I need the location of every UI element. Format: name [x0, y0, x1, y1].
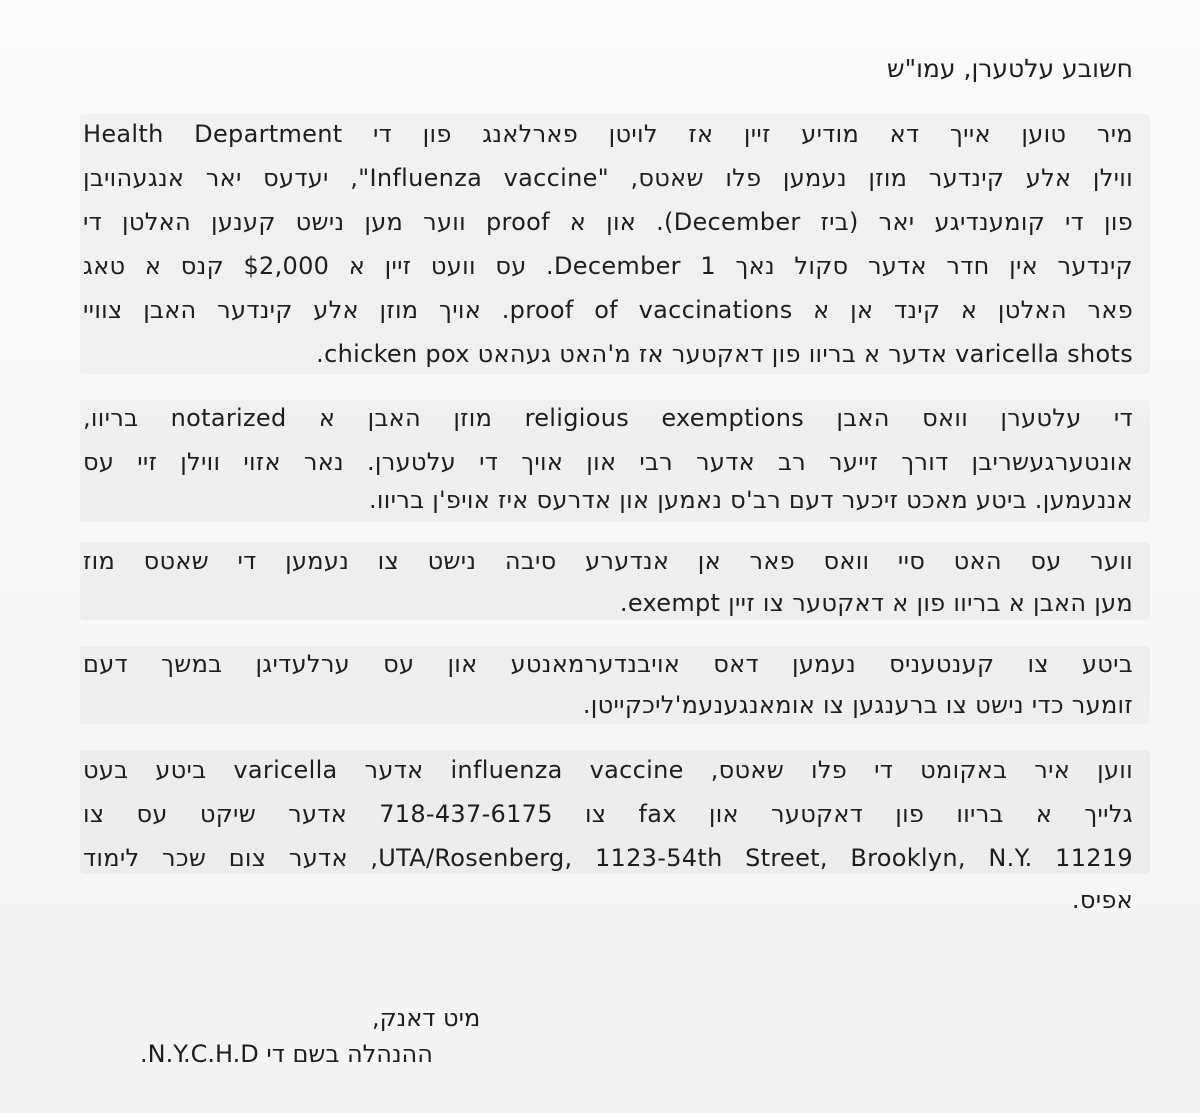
paragraph-5-line-4: אפיס.: [1071, 886, 1133, 914]
paragraph-1-line-3: פון די קומענדיגע יאר (ביז December). און א proof ווער מען נישט קענען האלטן די: [83, 208, 1134, 236]
paragraph-background: [80, 114, 1150, 374]
paragraph-5-line-2: גלייך א בריוו פון דאקטער און fax צו 718-437-6175 אדער שיקט עס צו: [83, 800, 1133, 828]
closing-signature: ההנהלה בשם די N.Y.C.H.D.: [140, 1040, 433, 1068]
letter-greeting: חשובע עלטערן, עמו"ש: [886, 54, 1133, 83]
paragraph-1-line-4: קינדער אין חדר אדער סקול נאך December 1. עס וועט זיין א $2,000 קנס א טאג: [83, 252, 1133, 280]
paragraph-5-line-1: ווען איר באקומט די פלו שאטס, influenza vaccine אדער varicella ביטע בעט: [83, 756, 1133, 784]
paragraph-1-line-1: מיר טוען אייך דא מודיע זיין אז לויטן פארלאנג פון די Health Department: [83, 120, 1133, 148]
paragraph-2-line-2: אונטערגעשריבן דורך זייער רב אדער רבי און אויך די עלטערן. נאר אזוי ווילן זיי עס: [83, 448, 1133, 476]
paragraph-2-line-3: אננעמען. ביטע מאכט זיכער דעם רב'ס נאמען און אדרעס איז אויפ'ן בריוו.: [368, 486, 1133, 514]
paragraph-1-line-2: ווילן אלע קינדער מוזן נעמען פלו שאטס, "Influenza vaccine", יעדעס יאר אנגעהויבן: [83, 164, 1133, 192]
closing-thanks: מיט דאנק,: [372, 1004, 481, 1032]
paragraph-3-line-2: מען האבן א בריוו פון א דאקטער צו זיין exempt.: [619, 589, 1133, 617]
paragraph-4-line-1: ביטע צו קענטעניס נעמען דאס אויבנדערמאנטע און עס ערלעדיגן במשך דעם: [83, 650, 1133, 678]
paragraph-3-line-1: ווער עס האט סיי וואס פאר אן אנדערע סיבה נישט צו נעמען די שאטס מוז: [83, 547, 1133, 575]
paragraph-1-line-6: varicella shots אדער א בריוו פון דאקטער אז מ'האט געהאט chicken pox.: [316, 340, 1133, 368]
paragraph-5-line-3: UTA/Rosenberg, 1123-54th Street, Brooklyn, N.Y. 11219, אדער צום שכר לימוד: [83, 844, 1133, 872]
paragraph-2-line-1: די עלטערן וואס האבן religious exemptions מוזן האבן א notarized בריוו,: [83, 404, 1133, 432]
paragraph-4-line-2: זומער כדי נישט צו ברענגען צו אומאנגענעמ'ליכקייטן.: [582, 691, 1133, 719]
paragraph-1-line-5: פאר האלטן א קינד אן א proof of vaccinations. אויך מוזן אלע קינדער האבן צוויי: [83, 296, 1133, 324]
